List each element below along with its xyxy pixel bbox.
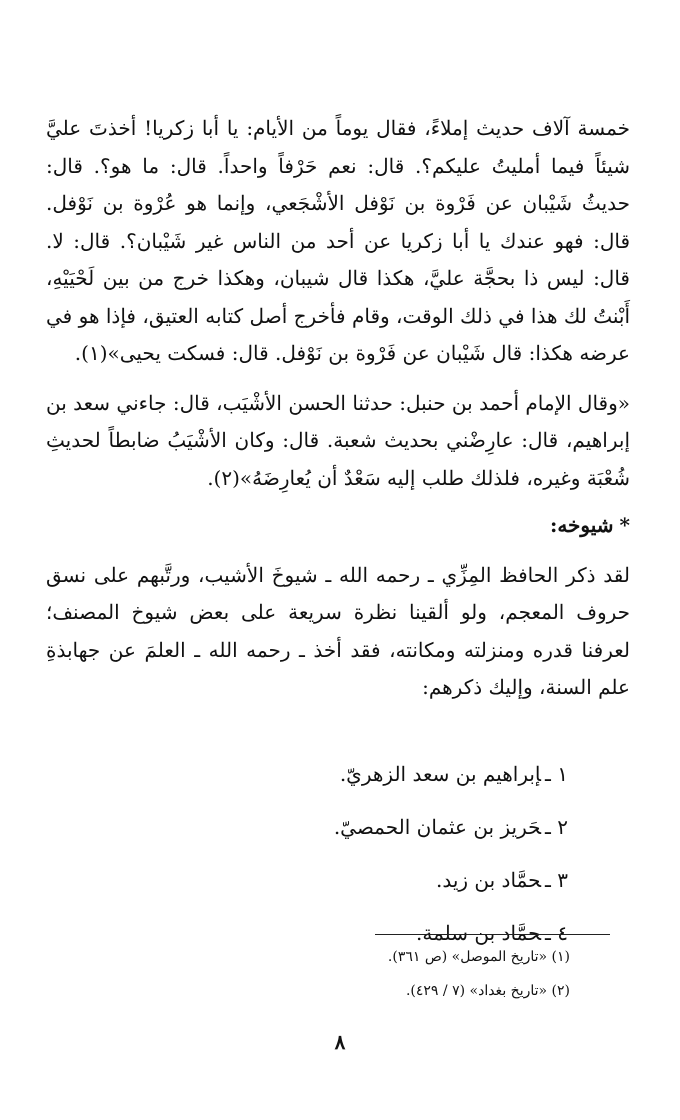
list-number: ٤ ـ (545, 921, 568, 945)
footnotes (388, 940, 570, 1008)
text-line: سعد بن إبراهيم، قال: عارِضْني بحديث شعبة. قال: وكان الأشْيَبُ ضابطاً (45, 390, 631, 452)
list-text: إبراهيم بن سعد الزهريّ. (339, 762, 542, 786)
list-text: حَريز بن عثمان الحمصيّ. (333, 815, 542, 839)
page-number: ٨ (334, 1030, 346, 1054)
main-text (46, 110, 630, 707)
list-item (334, 801, 568, 854)
paragraph-1 (46, 110, 630, 373)
text-line: شيئاً فيما أمليتُ عليكم؟. قال: نعم حَرْفاً واحداً. قال: ما هو؟. قال: (46, 153, 630, 178)
section-heading (46, 507, 630, 545)
text-line: لقد ذكر الحافظ المِزِّي ـ رحمه الله ـ شيوخَ الأشيب، ورتَّبهم على (93, 562, 631, 587)
footnote: (١) «تاريخ الموصل» (ص ٣٦١). (387, 949, 570, 965)
text-line: قال شَيْبان عن فَرْوة بن نَوْفل. قال: فسكت يحيى»(١). (74, 341, 523, 365)
paragraph-3 (46, 557, 630, 707)
text-line: السنة، وإليك ذكرهم: (422, 675, 592, 699)
heading-label: شيوخه: (549, 513, 614, 537)
teachers-list (334, 748, 568, 960)
text-line: في ذلك الوقت، وقام فأخرج أصل كتابه العتيق، فإذا هو في عرضه هكذا: (46, 303, 630, 365)
text-line: فهو عندك يا أبا زكريا عن أحد من الناس غير شَيْبان؟. قال: لا. قال: ليس (46, 228, 630, 290)
text-line: نسق حروف المعجم، ولو ألقينا نظرة سريعة على بعض شيوخ المصنف؛ (46, 562, 630, 624)
text-line: لعرفنا قدره ومنزلته ومكانته، فقد أخذ ـ رحمه الله ـ العلمَ عن جهابذةِ علم (46, 637, 630, 699)
list-text: حمَّاد بن زيد. (435, 868, 542, 892)
text-line: «وقال الإمام أحمد بن حنبل: حدثنا الحسن الأشْيَب، قال: جاءني (116, 390, 630, 415)
list-item (334, 748, 568, 801)
text-line: خمسة آلاف حديث إملاءً، فقال يوماً من الأيام: يا أبا زكريا! أخذتَ عليَّ (46, 116, 630, 140)
asterisk-icon: * (619, 513, 630, 537)
text-line: ذا بحجَّة عليَّ، هكذا قال شيبان، وهكذا خرج من بين لَحْيَيْهِ، أَبْنتُ لك هذا (46, 266, 631, 328)
list-number: ١ ـ (545, 762, 568, 786)
list-text: حمَّاد بن سلمة. (416, 921, 542, 945)
text-line: حديثُ شَيْبان عن فَرْوة بن نَوْفل الأشْجَعي، وإنما هو عُرْوة بن نَوْفل. قال: (46, 191, 631, 253)
text-line: لحديثِ شُعْبَة وغيره، فلذلك طلب إليه سَعْدٌ أن يُعارِضَهُ»(٢). (46, 428, 630, 490)
list-item (334, 854, 568, 907)
list-number: ٢ ـ (545, 815, 568, 839)
paragraph-2 (46, 385, 630, 498)
footnote-divider (375, 934, 610, 935)
list-number: ٣ ـ (545, 868, 568, 892)
footnote: (٢) «تاريخ بغداد» (٧ / ٤٢٩). (405, 983, 570, 999)
